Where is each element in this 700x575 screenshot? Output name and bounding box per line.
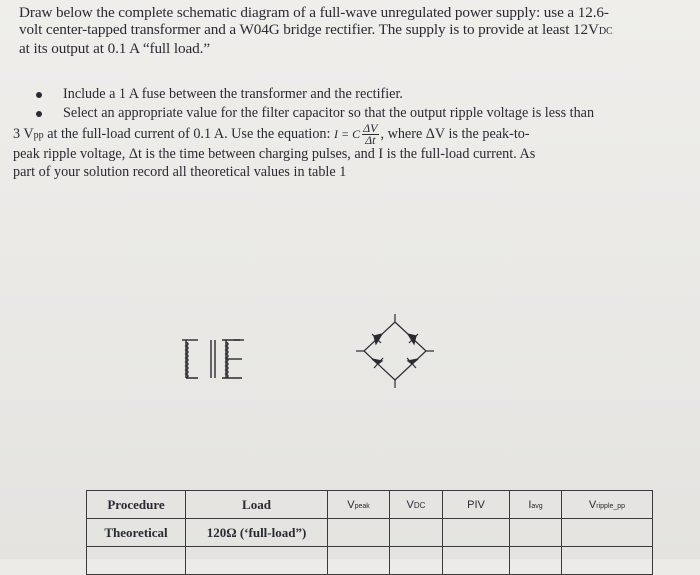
instruction-item-fuse: Include a 1 A fuse between the transformer and the rectifier. bbox=[0, 86, 653, 104]
cell-vpeak[interactable] bbox=[328, 519, 390, 547]
bridge-rectifier-icon bbox=[350, 312, 440, 390]
header-iavg: Iavg bbox=[510, 491, 562, 519]
cell-procedure: Theoretical bbox=[87, 519, 186, 547]
cell-vripple[interactable] bbox=[562, 519, 653, 547]
header-vpeak: Vpeak bbox=[328, 491, 390, 519]
table-row bbox=[87, 519, 653, 547]
transformer-icon bbox=[178, 338, 268, 380]
bullet-icon bbox=[36, 92, 42, 98]
cell-empty bbox=[390, 547, 443, 575]
table-header-row bbox=[87, 491, 653, 519]
table-1 bbox=[86, 490, 653, 575]
cell-piv[interactable] bbox=[443, 519, 510, 547]
equation-fraction: $\frac{\Delta V}{\Delta t}$ bbox=[363, 121, 378, 147]
header-procedure: Procedure bbox=[87, 491, 186, 519]
cell-empty bbox=[328, 547, 390, 575]
equation: I = C bbox=[334, 126, 361, 141]
problem-statement bbox=[19, 4, 689, 58]
intro-line-2: volt center-tapped transformer and a W04G bridge rectifier. The supply is to provide at least 12VDC bbox=[19, 21, 613, 39]
cell-iavg[interactable] bbox=[510, 519, 562, 547]
cell-load: 120Ω (‘full-load”) bbox=[186, 519, 328, 547]
cell-empty bbox=[443, 547, 510, 575]
table-row bbox=[87, 547, 653, 575]
header-piv: PIV bbox=[443, 491, 510, 519]
bullet-icon bbox=[36, 111, 42, 117]
cell-empty bbox=[510, 547, 562, 575]
instruction-item-capacitor: Select an appropriate value for the filter capacitor so that the output ripple voltage is less than 3 Vpp at the full-load current of 0.1 A. Use the equation: I = C $\frac{\Delta V}{\Delta t}$ , where ΔV is the peak-to- peak ripple voltage, Δt is the time between charging pulses, and I is the full-load current. As part of your solution record all theoretical values in table 1 bbox=[13, 104, 595, 180]
intro-line-1: Draw below the complete schematic diagram of a full-wave unregulated power supply: use a 12.6- bbox=[19, 4, 609, 21]
header-load: Load bbox=[186, 491, 328, 519]
cell-empty bbox=[562, 547, 653, 575]
cell-vdc[interactable] bbox=[390, 519, 443, 547]
instruction-list bbox=[0, 86, 700, 181]
header-vripple: Vripple_pp bbox=[562, 491, 653, 519]
header-vdc: VDC bbox=[390, 491, 443, 519]
intro-line-3: at its output at 0.1 A “full load.” bbox=[19, 40, 210, 58]
cell-empty bbox=[186, 547, 328, 575]
cell-empty bbox=[87, 547, 186, 575]
